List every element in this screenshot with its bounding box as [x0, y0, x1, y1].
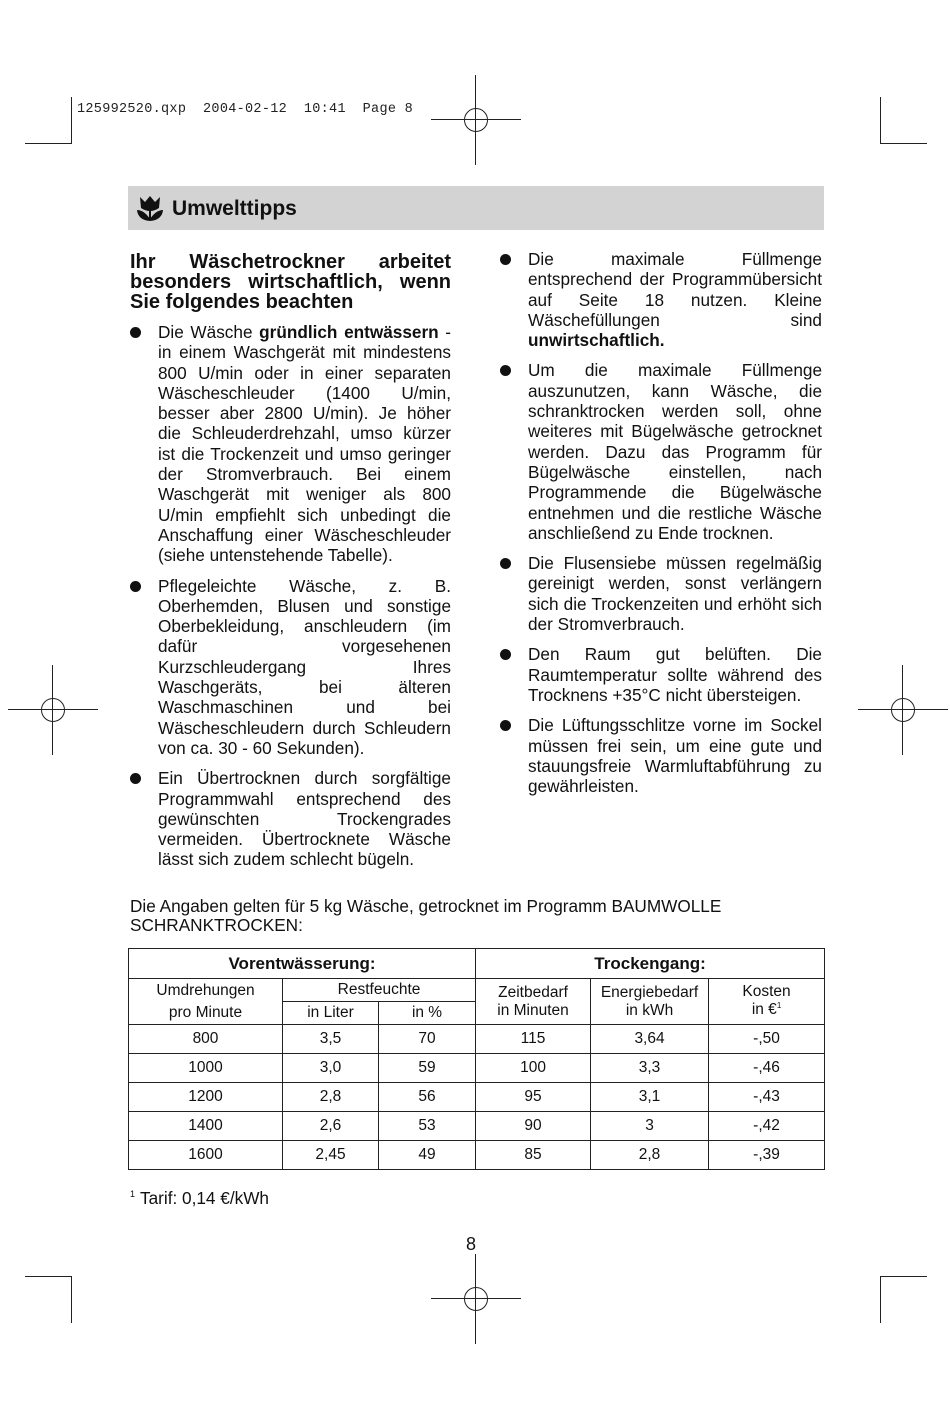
left-column — [130, 252, 451, 880]
col-header-time: Zeitbedarf in Minuten — [476, 979, 591, 1025]
printer-slug: 125992520.qxp 2004-02-12 10:41 Page 8 — [77, 102, 414, 117]
subheading: Ihr Wäschetrockner arbeitet besonders wirtschaftlich, wenn Sie folgendes beachten — [130, 251, 451, 313]
col-header-energy: Energiebedarf in kWh — [591, 979, 709, 1025]
col-header-residual-moisture: Restfeuchte — [283, 979, 476, 1002]
list-item: Die Flusensiebe müssen regelmäßig gereinigt werden, sonst verlängern sich die Trockenzeiten und erhöht sich der Stromverbrauch. — [500, 553, 822, 634]
page-number: 8 — [466, 1234, 477, 1254]
section-title: Umwelttipps — [172, 197, 297, 220]
spin-drying-table — [128, 948, 825, 1170]
list-item: Den Raum gut belüften. Die Raumtemperatur sollte während des Trocknens +35°C nicht übersteigen. — [500, 644, 822, 705]
list-item: Die Lüftungsschlitze vorne im Sockel müssen frei sein, um eine gute und stauungsfreie Warmluftabführung zu gewährleisten. — [500, 715, 822, 796]
col-header-cost: Kosten in €$^1$ — [709, 979, 825, 1025]
table-intro: Die Angaben gelten für 5 kg Wäsche, getrocknet im Programm BAUMWOLLE SCHRANKTROCKEN: — [130, 896, 722, 935]
registration-mark-top — [431, 75, 521, 165]
col-header-liters: in Liter — [283, 1002, 379, 1025]
list-item: Pflegeleichte Wäsche, z. B. Oberhemden, Blusen und sonstige Oberbekleidung, anschleudern (im dafür vorgesehenen Kurzschleudergang Ihres Waschgeräts, bei älteren Waschmaschinen und bei Wäscheschleudern durch Schleudern von ca. 30 - 60 Sekunden). — [130, 576, 451, 759]
table-row: 1000 3,0 59 100 3,3 -,46 — [129, 1054, 825, 1083]
list-item: Die maximale Füllmenge entsprechend der Programmübersicht auf Seite 18 nutzen. Kleine Wäschefüllungen sind unwirtschaftlich. — [500, 249, 822, 350]
registration-mark-right — [858, 665, 948, 755]
footnote: $^1$ Tarif: 0,14 €/kWh — [130, 1188, 269, 1208]
table-row: 1600 2,45 49 85 2,8 -,39 — [129, 1141, 825, 1170]
group-header-pre-drying: Vorentwässerung: — [129, 949, 476, 979]
group-header-drying: Trockengang: — [476, 949, 825, 979]
footnote-marker: 1 — [776, 1001, 782, 1011]
right-bullet-list — [500, 249, 822, 796]
col-header-rpm: Umdrehungen pro Minute — [129, 979, 283, 1025]
list-item: Ein Übertrocknen durch sorgfältige Programmwahl entsprechend des gewünschten Trockengrades vermeiden. Übertrocknete Wäsche lässt sich zudem schlecht bügeln. — [130, 768, 451, 869]
list-item: Um die maximale Füllmenge auszunutzen, kann Wäsche, die schranktrocken werden soll, ohne weiteres mit Bügelwäsche getrocknet werden. Dazu das Programm für Bügelwäsche einstellen, nach Programmende die Bügelwäsche entnehmen und die restliche Wäsche anschließend zu Ende trocknen. — [500, 360, 822, 543]
left-bullet-list — [130, 322, 451, 870]
col-header-percent: in % — [379, 1002, 476, 1025]
right-column — [500, 249, 822, 806]
registration-mark-left — [8, 665, 98, 755]
table-row: 800 3,5 70 115 3,64 -,50 — [129, 1025, 825, 1054]
table-row: 1200 2,8 56 95 3,1 -,43 — [129, 1083, 825, 1112]
table-row: 1400 2,6 53 90 3 -,42 — [129, 1112, 825, 1141]
section-header — [128, 186, 824, 230]
list-item: Die Wäsche gründlich entwässern - in einem Waschgerät mit mindestens 800 U/min oder in einer separaten Wäscheschleuder (1400 U/min, besser aber 2800 U/min). Je höher die Schleuderdrehzahl, umso kürzer ist die Trockenzeit und umso geringer der Stromverbrauch. Bei einem Waschgerät mit weniger als 800 U/min empfiehlt sich unbedingt die Anschaffung einer Wäscheschleuder (siehe untenstehende Tabelle). — [130, 322, 451, 566]
registration-mark-bottom — [431, 1254, 521, 1344]
tulip-icon — [134, 192, 166, 224]
